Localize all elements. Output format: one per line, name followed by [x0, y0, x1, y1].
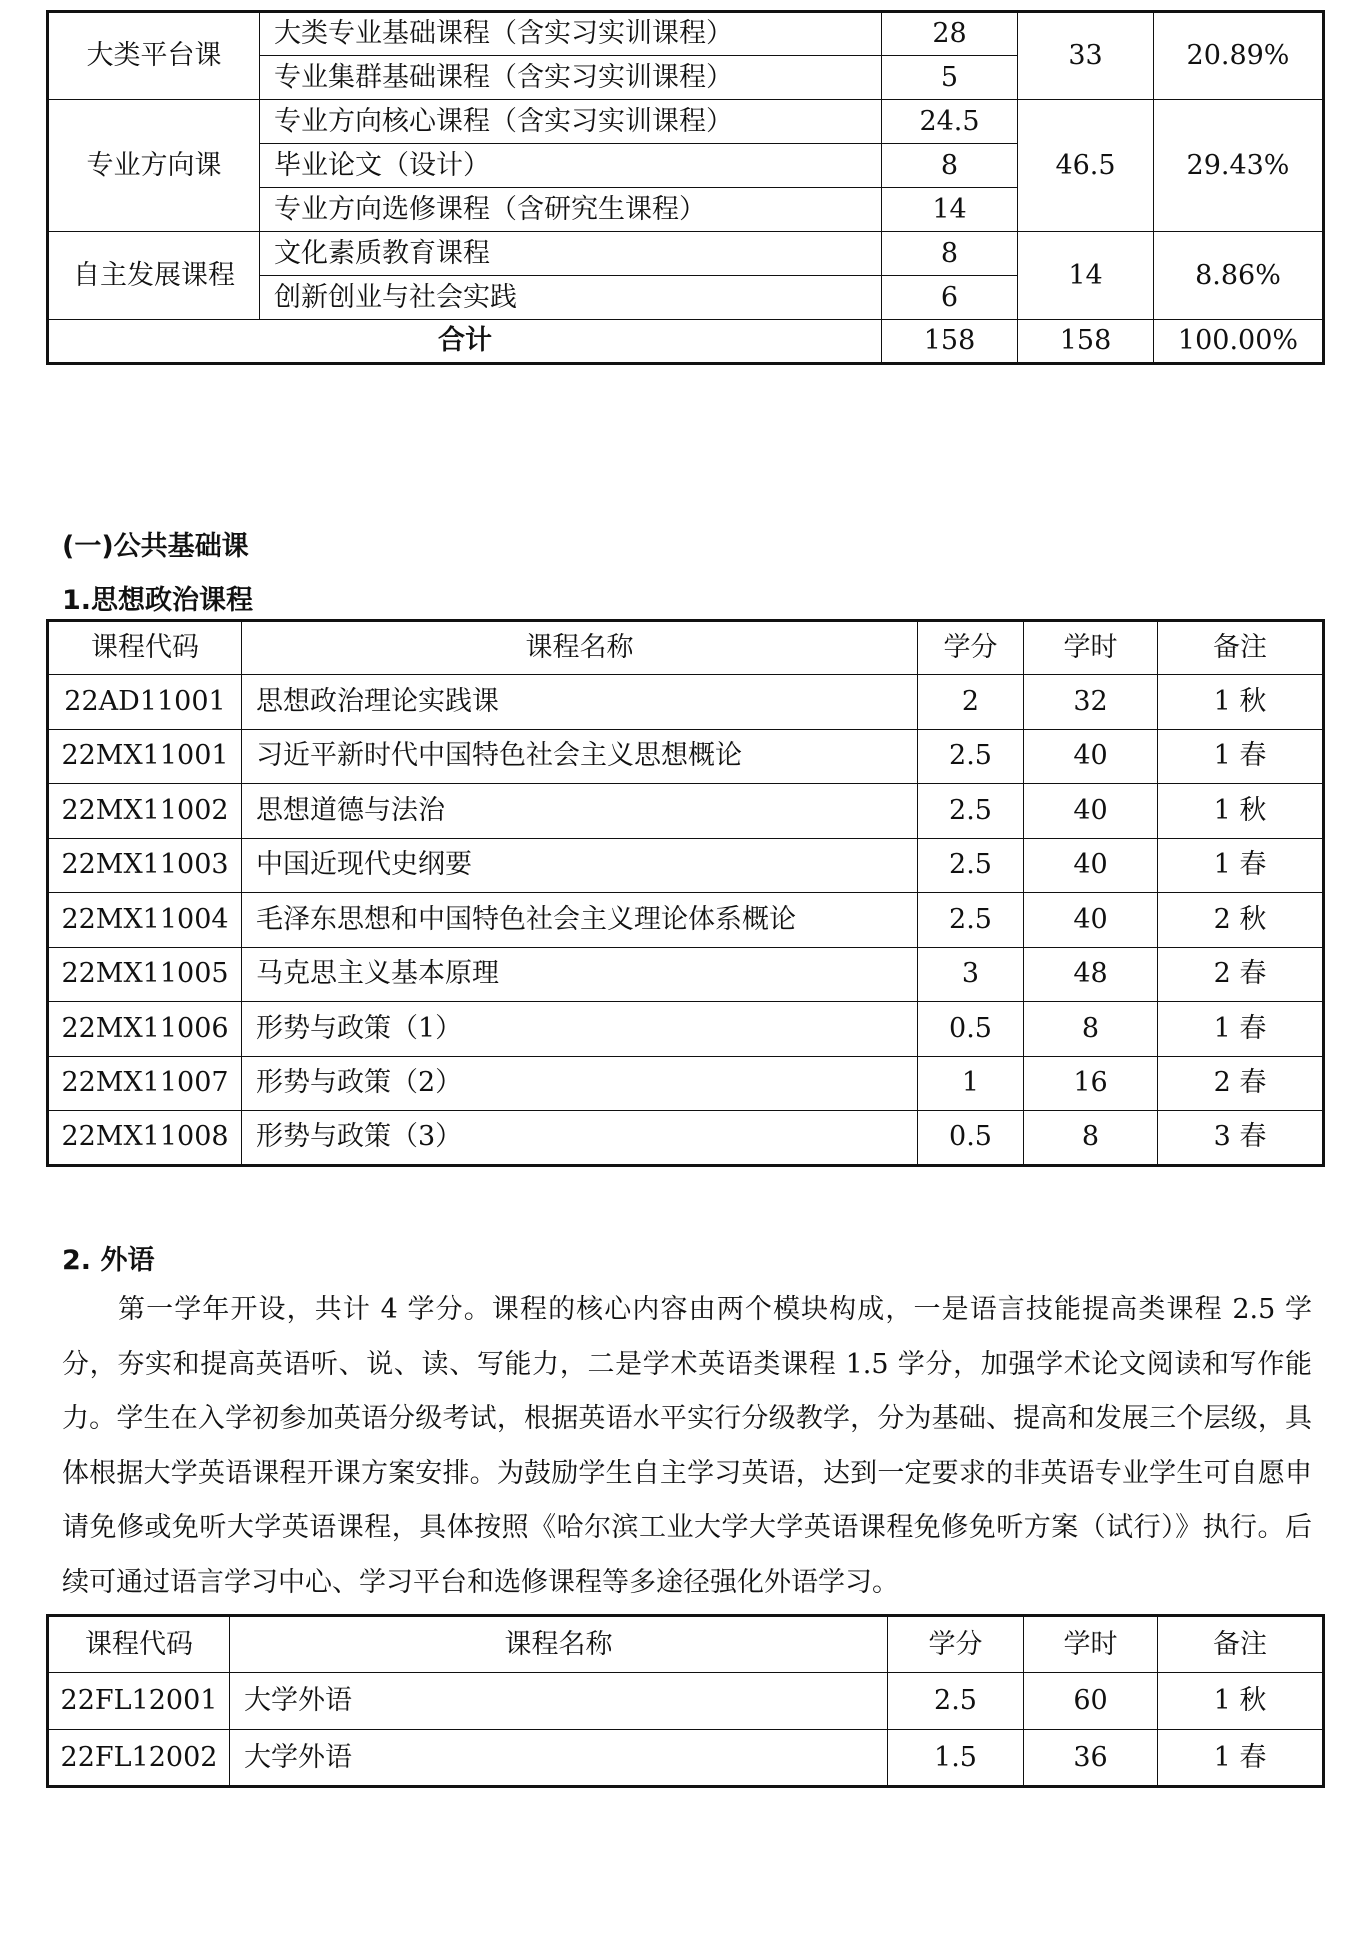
total-row: [48, 320, 1324, 364]
percent-cell: 20.89%: [1154, 12, 1324, 100]
credits-cell: 2.5: [918, 729, 1024, 784]
semester-cell: 1 春: [1158, 838, 1324, 893]
hours-cell: 40: [1024, 893, 1158, 948]
category-cell: 专业方向课: [48, 100, 260, 232]
credits-cell: 28: [882, 12, 1018, 56]
column-header: 备注: [1158, 1616, 1324, 1673]
table-row: [48, 1730, 1324, 1787]
table-row: [48, 1111, 1324, 1166]
course-name-cell: 大学外语: [230, 1730, 888, 1787]
course-code-cell: 22MX11003: [48, 838, 242, 893]
foreign-language-course-table: [46, 1614, 1325, 1788]
semester-cell: 3 春: [1158, 1111, 1324, 1166]
table-row: [48, 893, 1324, 948]
semester-cell: 1 秋: [1158, 675, 1324, 730]
course-name-cell: 大学外语: [230, 1673, 888, 1730]
course-code-cell: 22MX11006: [48, 1002, 242, 1057]
credits-cell: 2.5: [918, 893, 1024, 948]
course-name-cell: 马克思主义基本原理: [242, 947, 918, 1002]
course-name-cell: 思想道德与法治: [242, 784, 918, 839]
table-row: [48, 1056, 1324, 1111]
course-code-cell: 22MX11001: [48, 729, 242, 784]
table-row: [48, 838, 1324, 893]
course-code-cell: 22MX11008: [48, 1111, 242, 1166]
semester-cell: 1 秋: [1158, 784, 1324, 839]
table-header-row: [48, 621, 1324, 675]
credits-cell: 6: [882, 276, 1018, 320]
credits-cell: 2: [918, 675, 1024, 730]
table-row: [48, 100, 1324, 144]
table-row: [48, 1673, 1324, 1730]
table-row: [48, 232, 1324, 276]
table-row: [48, 947, 1324, 1002]
credits-cell: 3: [918, 947, 1024, 1002]
table-row: [48, 729, 1324, 784]
column-header: 学时: [1024, 1616, 1158, 1673]
credits-cell: 14: [882, 188, 1018, 232]
course-name-cell: 大类专业基础课程（含实习实训课程）: [260, 12, 882, 56]
subtotal-cell: 14: [1018, 232, 1154, 320]
hours-cell: 8: [1024, 1002, 1158, 1057]
semester-cell: 2 春: [1158, 1056, 1324, 1111]
course-code-cell: 22AD11001: [48, 675, 242, 730]
semester-cell: 2 春: [1158, 947, 1324, 1002]
semester-cell: 2 秋: [1158, 893, 1324, 948]
semester-cell: 1 春: [1158, 1730, 1324, 1787]
subsection-heading-politics: 1.思想政治课程: [62, 585, 254, 616]
subtotal-cell: 46.5: [1018, 100, 1154, 232]
credits-cell: 1: [918, 1056, 1024, 1111]
column-header: 学分: [888, 1616, 1024, 1673]
column-header: 备注: [1158, 621, 1324, 675]
course-name-cell: 思想政治理论实践课: [242, 675, 918, 730]
course-name-cell: 形势与政策（2）: [242, 1056, 918, 1111]
credits-cell: 2.5: [918, 838, 1024, 893]
subsection-heading-foreign-language: 2. 外语: [62, 1245, 155, 1276]
credits-cell: 8: [882, 232, 1018, 276]
percent-cell: 8.86%: [1154, 232, 1324, 320]
semester-cell: 1 春: [1158, 1002, 1324, 1057]
course-name-cell: 文化素质教育课程: [260, 232, 882, 276]
table-header-row: [48, 1616, 1324, 1673]
credits-cell: 1.5: [888, 1730, 1024, 1787]
category-cell: 自主发展课程: [48, 232, 260, 320]
credits-cell: 2.5: [888, 1673, 1024, 1730]
course-code-cell: 22MX11007: [48, 1056, 242, 1111]
course-code-cell: 22MX11002: [48, 784, 242, 839]
credits-cell: 0.5: [918, 1002, 1024, 1057]
total-credits: 158: [882, 320, 1018, 364]
course-name-cell: 创新创业与社会实践: [260, 276, 882, 320]
course-code-cell: 22MX11005: [48, 947, 242, 1002]
course-code-cell: 22FL12001: [48, 1673, 230, 1730]
course-name-cell: 毛泽东思想和中国特色社会主义理论体系概论: [242, 893, 918, 948]
column-header: 课程代码: [48, 1616, 230, 1673]
course-name-cell: 习近平新时代中国特色社会主义思想概论: [242, 729, 918, 784]
total-label: 合计: [48, 320, 882, 364]
section-heading: (一)公共基础课: [62, 531, 249, 562]
total-percent: 100.00%: [1154, 320, 1324, 364]
table-row: [48, 784, 1324, 839]
table-row: [48, 675, 1324, 730]
paragraph-text: 第一学年开设，共计 4 学分。课程的核心内容由两个模块构成，一是语言技能提高类课程 2.5 学分，夯实和提高英语听、说、读、写能力，二是学术英语类课程 1.5 学分，加强学术论文阅读和写作能力。学生在入学初参加英语分级考试，根据英语水平实行分级教学，分为基础、提高和发展三个层级，具体根据大学英语课程开课方案安排。为鼓励学生自主学习英语，达到一定要求的非英语专业学生可自愿申请免修或免听大学英语课程，具体按照《哈尔滨工业大学大学英语课程免修免听方案（试行）》执行。后续可通过语言学习中心、学习平台和选修课程等多途径强化外语学习。: [62, 1294, 1312, 1598]
foreign-language-description: [62, 1283, 1312, 1610]
credits-cell: 5: [882, 56, 1018, 100]
course-name-cell: 毕业论文（设计）: [260, 144, 882, 188]
hours-cell: 36: [1024, 1730, 1158, 1787]
course-code-cell: 22FL12002: [48, 1730, 230, 1787]
politics-course-table: [46, 619, 1325, 1167]
category-cell: 大类平台课: [48, 12, 260, 100]
credits-cell: 8: [882, 144, 1018, 188]
hours-cell: 40: [1024, 784, 1158, 839]
total-subtotal: 158: [1018, 320, 1154, 364]
hours-cell: 40: [1024, 729, 1158, 784]
course-name-cell: 中国近现代史纲要: [242, 838, 918, 893]
hours-cell: 16: [1024, 1056, 1158, 1111]
hours-cell: 60: [1024, 1673, 1158, 1730]
credits-cell: 2.5: [918, 784, 1024, 839]
table-row: [48, 1002, 1324, 1057]
course-name-cell: 专业方向核心课程（含实习实训课程）: [260, 100, 882, 144]
column-header: 课程名称: [242, 621, 918, 675]
credit-summary-table: [46, 10, 1325, 365]
semester-cell: 1 春: [1158, 729, 1324, 784]
course-code-cell: 22MX11004: [48, 893, 242, 948]
hours-cell: 40: [1024, 838, 1158, 893]
column-header: 学分: [918, 621, 1024, 675]
column-header: 课程名称: [230, 1616, 888, 1673]
course-name-cell: 专业方向选修课程（含研究生课程）: [260, 188, 882, 232]
subtotal-cell: 33: [1018, 12, 1154, 100]
course-name-cell: 形势与政策（1）: [242, 1002, 918, 1057]
credits-cell: 0.5: [918, 1111, 1024, 1166]
course-name-cell: 形势与政策（3）: [242, 1111, 918, 1166]
column-header: 学时: [1024, 621, 1158, 675]
semester-cell: 1 秋: [1158, 1673, 1324, 1730]
table-row: [48, 12, 1324, 56]
hours-cell: 8: [1024, 1111, 1158, 1166]
hours-cell: 48: [1024, 947, 1158, 1002]
credits-cell: 24.5: [882, 100, 1018, 144]
hours-cell: 32: [1024, 675, 1158, 730]
percent-cell: 29.43%: [1154, 100, 1324, 232]
course-name-cell: 专业集群基础课程（含实习实训课程）: [260, 56, 882, 100]
column-header: 课程代码: [48, 621, 242, 675]
